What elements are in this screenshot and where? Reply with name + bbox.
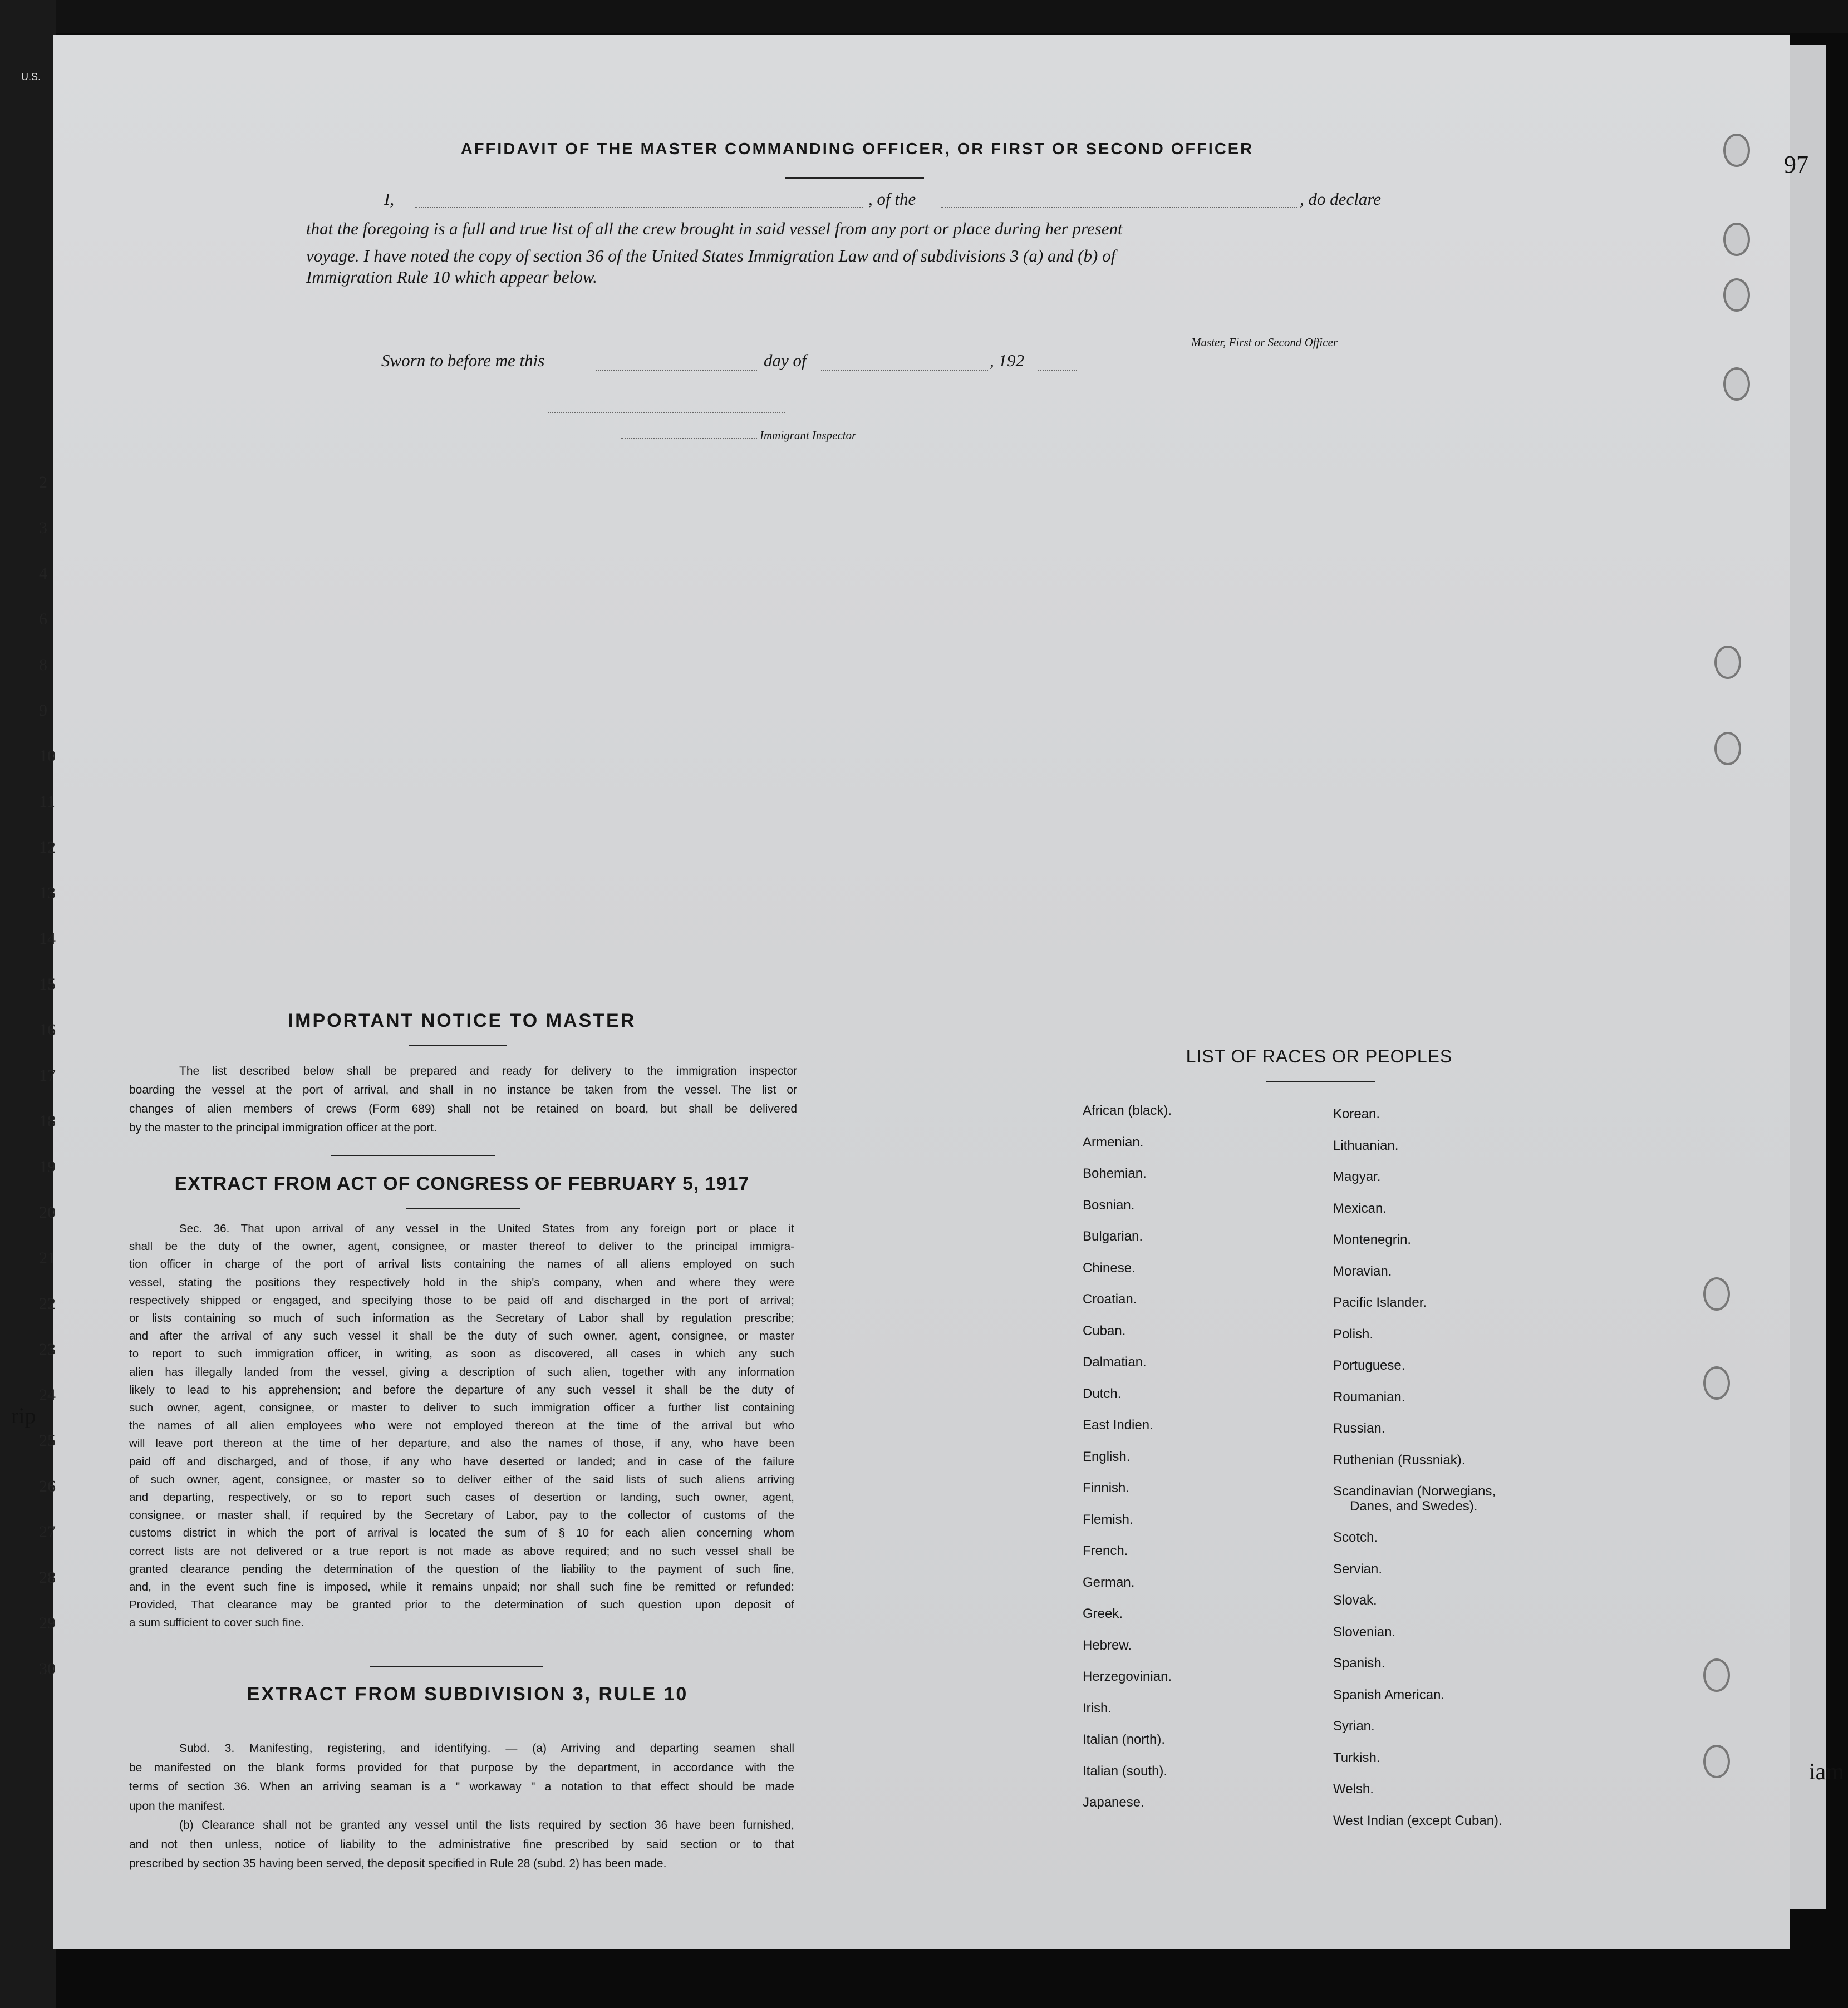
margin-row-number: 14 (39, 929, 56, 948)
text-line: Sec. 36. That upon arrival of any vessel in the United States from any foreign port or place it (179, 1222, 794, 1235)
notice-rule (409, 1045, 507, 1046)
races-column-2 (1333, 1106, 1502, 1844)
margin-row-number: 12 (39, 838, 56, 857)
race-item: Slovenian. (1333, 1624, 1396, 1640)
binder-hole (1723, 223, 1750, 256)
margin-row-number: 17 (39, 1066, 56, 1085)
notice-divider (331, 1155, 495, 1156)
race-item: Herzegovinian. (1083, 1669, 1172, 1684)
margin-row-number: 25 (39, 1431, 56, 1450)
affidavit-heading: AFFIDAVIT OF THE MASTER COMMANDING OFFICER, OR FIRST OR SECOND OFFICER (460, 140, 1254, 158)
text-line: likely to lead to his apprehension; and before the departure of any such vessel it shall be the duty of (129, 1383, 794, 1396)
margin-row-number: 13 (39, 884, 56, 902)
text-line: The list described below shall be prepared and ready for delivery to the immigration inspector (179, 1065, 797, 1077)
race-item: Hebrew. (1083, 1637, 1132, 1653)
heading-rule (785, 177, 924, 179)
margin-row-number: 30 (39, 1660, 56, 1678)
act-body (129, 1220, 794, 1632)
text-line: terms of section 36. When an arriving seaman is a " workaway " a notation to that effect should be made (129, 1780, 794, 1793)
race-item: Flemish. (1083, 1512, 1133, 1527)
inspector-caption: Immigrant Inspector (760, 429, 857, 442)
race-item: Irish. (1083, 1700, 1112, 1716)
binder-hole (1714, 732, 1741, 765)
margin-row-number: 3 (39, 519, 47, 537)
race-item: Korean. (1333, 1106, 1380, 1121)
sworn-label: Sworn to before me this (381, 351, 545, 370)
text-line: or lists containing so much of such information as the Secretary of Labor shall by regulation prescribe; (129, 1312, 794, 1325)
binder-hole (1723, 367, 1750, 401)
race-item: Magyar. (1333, 1169, 1381, 1184)
text-line: to report to such immigration officer, in writing, as soon as discovered, all cases in which any such (129, 1347, 794, 1361)
races-column-1 (1083, 1103, 1172, 1827)
margin-row-number: 24 (39, 1386, 56, 1404)
race-item: Danes, and Swedes). (1350, 1498, 1478, 1514)
text-line: consignee, or master shall, if required by the Secretary of Labor, pay to the collector of customs of the (129, 1509, 794, 1522)
margin-row-number: 2 (39, 473, 47, 491)
vessel-field[interactable] (941, 207, 1297, 208)
text-line: be manifested on the blank forms provided for that purpose by the department, in accordance with the (129, 1761, 794, 1774)
scan-top-border (0, 0, 1848, 33)
text-line: respectively shipped or engaged, and specifying those to be paid off and discharged in the port of arrival; (129, 1293, 794, 1307)
race-item: African (black). (1083, 1103, 1172, 1118)
race-item: Finnish. (1083, 1480, 1130, 1495)
notice-body (129, 1062, 797, 1138)
race-item: Moravian. (1333, 1263, 1392, 1279)
binder-hole (1703, 1277, 1730, 1311)
race-item: Portuguese. (1333, 1358, 1405, 1373)
text-line: tion officer in charge of the port of arrival lists containing the names of all aliens employed on such (129, 1258, 794, 1271)
sworn-month-field[interactable] (821, 370, 988, 371)
race-item: Armenian. (1083, 1134, 1144, 1150)
act-divider (370, 1666, 543, 1667)
race-item: East Indien. (1083, 1418, 1153, 1433)
race-item: Japanese. (1083, 1795, 1144, 1810)
rule-heading: EXTRACT FROM SUBDIVISION 3, RULE 10 (247, 1684, 689, 1705)
text-line: correct lists are not delivered or a true report is not made as above required; and no such vessel shall be (129, 1544, 794, 1558)
page-number: 97 (1784, 151, 1808, 178)
race-item: Roumanian. (1333, 1389, 1405, 1405)
race-item: English. (1083, 1449, 1131, 1464)
race-item: Dutch. (1083, 1386, 1122, 1401)
binder-hole (1714, 646, 1741, 679)
race-item: Polish. (1333, 1326, 1374, 1342)
margin-row-number: 23 (39, 1340, 56, 1359)
inspector-caption-line (621, 438, 757, 439)
race-item: German. (1083, 1574, 1135, 1590)
race-item: Syrian. (1333, 1719, 1375, 1734)
race-item: French. (1083, 1543, 1128, 1558)
text-line: and after the arrival of any such vessel it shall be the duty of such owner, agent, consignee, or master (129, 1330, 794, 1343)
race-item: Welsh. (1333, 1781, 1374, 1797)
race-item: Mexican. (1333, 1200, 1387, 1216)
text-line: and departing, respectively, or so to report such cases of desertion or landing, such owner, agent, (129, 1491, 794, 1504)
margin-row-number: 20 (39, 1203, 56, 1222)
race-item: Dalmatian. (1083, 1355, 1147, 1370)
race-item: Russian. (1333, 1421, 1385, 1436)
race-item: Pacific Islander. (1333, 1295, 1427, 1310)
text-line: of such owner, agent, consignee, or master so to deliver either of the said lists of such aliens arriving (129, 1473, 794, 1486)
name-field[interactable] (415, 207, 863, 208)
margin-row-number: 4 (39, 564, 47, 583)
sworn-day-field[interactable] (596, 370, 757, 371)
race-item: Lithuanian. (1333, 1138, 1399, 1153)
binder-hole (1703, 1745, 1730, 1778)
text-line: the names of all alien employees who were not employed thereon at the time of the arrival but who (129, 1419, 794, 1433)
margin-row-number: 27 (39, 1523, 56, 1541)
text-line: and, in the event such fine is imposed, while it remains unpaid; nor shall such fine be remitted or refunded: (129, 1581, 794, 1594)
text-line: Subd. 3. Manifesting, registering, and identifying. — (a) Arriving and departing seamen shall (179, 1742, 794, 1755)
text-line: and not then unless, notice of liability to the administrative fine prescribed by said section or to that (129, 1838, 794, 1851)
binder-hole (1703, 1366, 1730, 1400)
inspector-signature-line[interactable] (548, 412, 785, 413)
race-item: Spanish American. (1333, 1687, 1445, 1702)
rule-body (129, 1739, 794, 1874)
text-line: paid off and discharged, and of those, if any who have deserted or landed; and in case of the failure (129, 1455, 794, 1468)
text-line: upon the manifest. (129, 1799, 225, 1813)
left-edge-text: rip (11, 1403, 36, 1428)
race-item: Bosnian. (1083, 1197, 1135, 1213)
affidavit-declare-label: , do declare (1300, 189, 1382, 209)
race-item: West Indian (except Cuban). (1333, 1813, 1502, 1828)
right-edge-text: iam (1809, 1759, 1844, 1785)
margin-row-number: 29 (39, 1614, 56, 1632)
year-label: , 192 (990, 351, 1024, 370)
margin-row-number: 21 (39, 1249, 56, 1267)
margin-row-number: 28 (39, 1568, 56, 1587)
act-rule (406, 1208, 520, 1209)
year-field[interactable] (1038, 370, 1077, 371)
race-item: Scotch. (1333, 1530, 1378, 1545)
race-item: Italian (south). (1083, 1763, 1168, 1779)
text-line: granted clearance pending the determination of the question of the liability to the payment of such fine, (129, 1562, 794, 1576)
race-item: Turkish. (1333, 1750, 1380, 1765)
text-line: (b) Clearance shall not be granted any vessel until the lists required by section 36 have been furnished, (179, 1819, 794, 1832)
binder-hole (1703, 1658, 1730, 1692)
race-item: Servian. (1333, 1561, 1383, 1577)
margin-row-number: 9 (39, 701, 47, 720)
notice-heading: IMPORTANT NOTICE TO MASTER (288, 1010, 636, 1031)
margin-row-number: 22 (39, 1295, 56, 1313)
race-item: Bulgarian. (1083, 1229, 1143, 1244)
races-heading: LIST OF RACES OR PEOPLES (1186, 1046, 1453, 1066)
affidavit-i-label: I, (384, 189, 395, 209)
text-line: Provided, That clearance may be granted prior to the determination of such question upon deposit of (129, 1598, 794, 1612)
margin-row-number: 11 (39, 793, 55, 811)
text-line: by the master to the principal immigration officer at the port. (129, 1121, 437, 1134)
text-line: changes of alien members of crews (Form 689) shall not be retained on board, but shall be delivered (129, 1103, 797, 1115)
race-item: Spanish. (1333, 1656, 1385, 1671)
margin-row-number: 10 (39, 747, 56, 765)
race-item: Croatian. (1083, 1292, 1137, 1307)
race-item: Montenegrin. (1333, 1232, 1412, 1247)
race-item: Greek. (1083, 1606, 1123, 1621)
text-line: a sum sufficient to cover such fine. (129, 1616, 304, 1630)
document-page (53, 35, 1790, 1949)
margin-row-number: 6 (39, 610, 47, 628)
race-item: Chinese. (1083, 1260, 1136, 1276)
affidavit-line-2: that the foregoing is a full and true list of all the crew brought in said vessel from any port or place during her present (306, 219, 1123, 238)
affidavit-of-the-label: , of the (868, 189, 916, 209)
race-item: Scandinavian (Norwegians, (1333, 1484, 1496, 1499)
margin-row-number: 16 (39, 1021, 56, 1039)
signature-caption: Master, First or Second Officer (1191, 336, 1338, 349)
margin-row-number: 8 (39, 656, 47, 674)
race-item: Slovak. (1333, 1593, 1377, 1608)
race-item: Cuban. (1083, 1323, 1126, 1338)
binder-hole (1723, 278, 1750, 312)
text-line: such owner, agent, consignee, or master to deliver to such immigration officer a further list containing (129, 1401, 794, 1415)
us-mark: U.S. (21, 71, 41, 82)
races-rule (1266, 1081, 1375, 1082)
act-heading: EXTRACT FROM ACT OF CONGRESS OF FEBRUARY 5, 1917 (174, 1173, 750, 1194)
race-item: Ruthenian (Russniak). (1333, 1452, 1466, 1468)
affidavit-line-4: Immigration Rule 10 which appear below. (306, 267, 597, 287)
text-line: boarding the vessel at the port of arrival, and shall in no instance be taken from the vessel. The list or (129, 1084, 797, 1096)
text-line: customs district in which the port of arrival is located the sum of § 10 for each alien concerning whom (129, 1527, 794, 1540)
scan-left-border (0, 0, 56, 2008)
race-item: Italian (north). (1083, 1732, 1166, 1747)
text-line: vessel, stating the positions they respectively hold in the ship's company, when and where they were (129, 1276, 794, 1289)
margin-row-number: 18 (39, 1112, 56, 1130)
margin-row-number: 15 (39, 975, 56, 993)
margin-row-number: 19 (39, 1158, 56, 1176)
margin-row-number: 26 (39, 1477, 56, 1495)
text-line: alien has illegally landed from the vessel, giving a description of such alien, together with any information (129, 1365, 794, 1379)
text-line: will leave port thereon at the time of her departure, and also the names of those, if any, who have been (129, 1437, 794, 1450)
text-line: shall be the duty of the owner, agent, consignee, or master thereof to deliver to the principal immigra- (129, 1240, 794, 1253)
text-line: prescribed by section 35 having been served, the deposit specified in Rule 28 (subd. 2) has been made. (129, 1857, 667, 1870)
affidavit-line-3: voyage. I have noted the copy of section 36 of the United States Immigration Law and of subdivisions 3 (a) and (b) of (306, 246, 1116, 265)
binder-hole (1723, 134, 1750, 167)
race-item: Bohemian. (1083, 1166, 1147, 1181)
day-of-label: day of (764, 351, 807, 370)
